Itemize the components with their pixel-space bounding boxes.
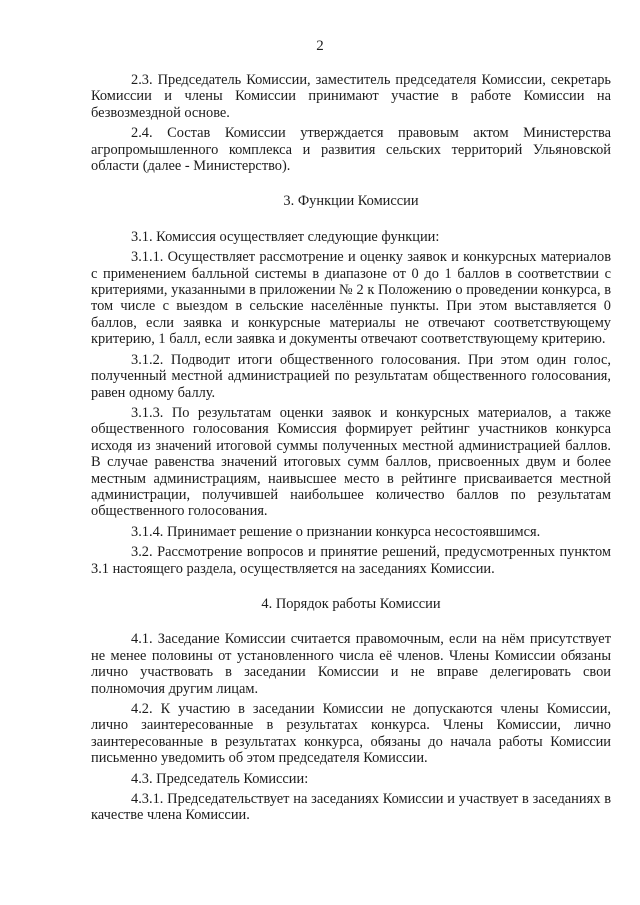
paragraph-3-1-3: 3.1.3. По результатам оценки заявок и конкурсных материалов, а также общественного голосования Комиссия формирует рейтинг участников конкурса исходя из значений итоговой суммы полученных местной администрацией баллов. В случае равенства значений итоговых сумм баллов, присвоенных двум и более местным администрациям, наивысшее место в рейтинге присваивается местной администрации, получившей наибольшее количество баллов по результатам общественного голосования. (91, 404, 611, 520)
paragraph-2-4: 2.4. Состав Комиссии утверждается правовым актом Министерства агропромышленного комплекса и развития сельских территорий Ульяновской области (далее - Министерство). (91, 125, 611, 175)
document-body (91, 72, 611, 828)
paragraph-4-3-1: 4.3.1. Председательствует на заседаниях Комиссии и участвует в заседаниях в качестве члена Комиссии. (91, 791, 611, 824)
paragraph-3-2: 3.2. Рассмотрение вопросов и принятие решений, предусмотренных пунктом 3.1 настоящего раздела, осуществляется на заседаниях Комиссии. (91, 544, 611, 577)
section-heading-4: 4. Порядок работы Комиссии (261, 595, 441, 612)
section-heading-3: 3. Функции Комиссии (283, 193, 419, 210)
paragraph-2-3: 2.3. Председатель Комиссии, заместитель председателя Комиссии, секретарь Комиссии и члены Комиссии принимают участие в работе Комиссии на безвозмездной основе. (91, 72, 611, 121)
paragraph-3-1: 3.1. Комиссия осуществляет следующие функции: (131, 228, 440, 245)
paragraph-4-2: 4.2. К участию в заседании Комиссии не допускаются члены Комиссии, лично заинтересованные в результатах конкурса. Члены Комиссии, лично заинтересованные в результатах конкурса, обязаны до начала работы Комиссии письменно уведомить об этом председателя Комиссии. (91, 701, 611, 767)
paragraph-4-3: 4.3. Председатель Комиссии: (131, 770, 309, 787)
paragraph-3-1-1: 3.1.1. Осуществляет рассмотрение и оценку заявок и конкурсных материалов с применением балльной системы в диапазоне от 0 до 1 баллов в соответствии с критериями, указанными в приложении № 2 к Положению о проведении конкурса, в том числе с выездом в сельские населённые пункты. При этом выставляется 0 баллов, если заявка и конкурсные материалы не отвечают соответствующему критерию, 1 балл, если заявка и документы отвечают соответствующему критерию. (91, 249, 611, 348)
paragraph-3-1-4: 3.1.4. Принимает решение о признании конкурса несостоявшимся. (131, 523, 541, 540)
paragraph-3-1-2: 3.1.2. Подводит итоги общественного голосования. При этом один голос, полученный местной администрацией по результатам общественного голосования, равен одному баллу. (91, 351, 611, 401)
page-number: 2 (316, 38, 324, 54)
paragraph-4-1: 4.1. Заседание Комиссии считается правомочным, если на нём присутствует не менее половины от установленного числа её членов. Члены Комиссии обязаны лично участвовать в заседании Комиссии и не вправе делегировать свои полномочия другим лицам. (91, 631, 611, 697)
